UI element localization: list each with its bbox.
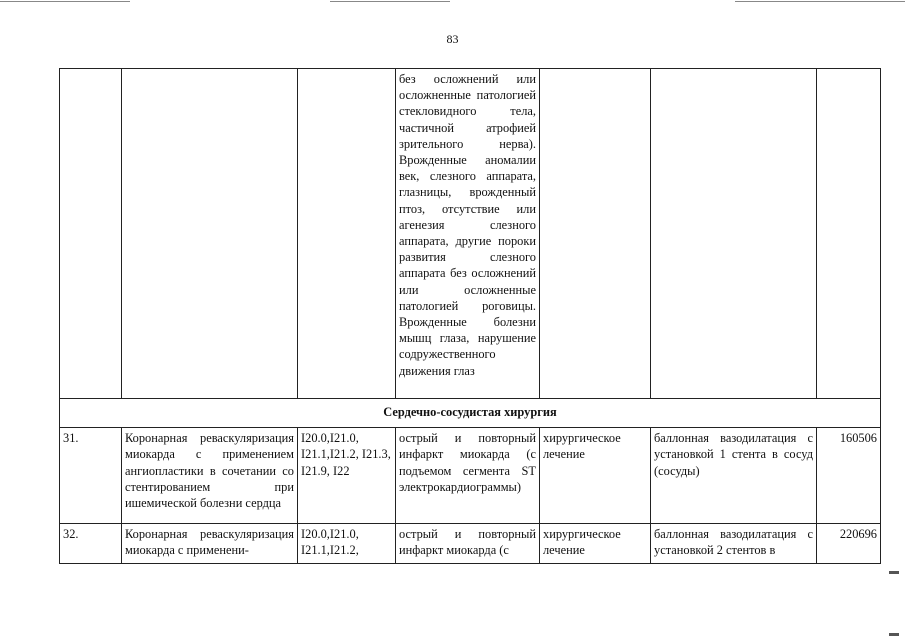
section-header-row (60, 399, 881, 428)
cell-treatment: хирургическое лечение (540, 428, 651, 524)
cell-number: 31. (60, 428, 122, 524)
cell-codes: I20.0,I21.0, I21.1,I21.2, (298, 524, 396, 564)
margin-mark-icon: ▬ (889, 566, 899, 577)
page-number: 83 (446, 32, 459, 46)
table-row-continuation (60, 69, 881, 399)
section-title: Сердечно-сосудистая хирургия (60, 399, 881, 428)
cell-diagnosis: острый и повторный инфаркт миокарда (с (396, 524, 540, 564)
cell-codes (298, 69, 396, 399)
cell-method: баллонная вазодилатация с установкой 1 стента в сосуд (сосуды) (651, 428, 817, 524)
cell-number: 32. (60, 524, 122, 564)
cell-codes: I20.0,I21.0, I21.1,I21.2, I21.3, I21.9, I22 (298, 428, 396, 524)
cell-method: баллонная вазодилатация с установкой 2 стентов в (651, 524, 817, 564)
cell-method (651, 69, 817, 399)
table-row (60, 428, 881, 524)
cell-name: Коронарная реваскуляризация миокарда с применением ангиопластики в сочетании со стентированием при ишемической болезни сердца (122, 428, 298, 524)
cell-treatment (540, 69, 651, 399)
table-row (60, 524, 881, 564)
page-top-rule-mid (330, 1, 450, 2)
margin-mark-icon: ▬ (889, 628, 899, 639)
page-top-rule-left (0, 1, 130, 2)
cell-number (60, 69, 122, 399)
cell-name (122, 69, 298, 399)
cell-diagnosis: острый и повторный инфаркт миокарда (с подъемом сегмента ST электрокардиограммы) (396, 428, 540, 524)
cell-treatment: хирургическое лечение (540, 524, 651, 564)
cell-cost: 160506 (817, 428, 881, 524)
services-table (59, 68, 881, 564)
cell-cost: 220696 (817, 524, 881, 564)
cell-name: Коронарная реваскуляризация миокарда с применени- (122, 524, 298, 564)
cell-cost (817, 69, 881, 399)
cell-diagnosis: без осложнений или осложненные патологией стекловидного тела, частичной атрофией зрительного нерва). Врожденные аномалии век, слезного аппарата, глазницы, врожденный птоз, отсутствие или агенезия слезного аппарата, другие пороки развития слезного аппарата без осложнений или осложненные патологией роговицы. Врожденные болезни мышц глаза, нарушение содружественного движения глаз (396, 69, 540, 399)
page-top-rule-right (735, 1, 905, 2)
